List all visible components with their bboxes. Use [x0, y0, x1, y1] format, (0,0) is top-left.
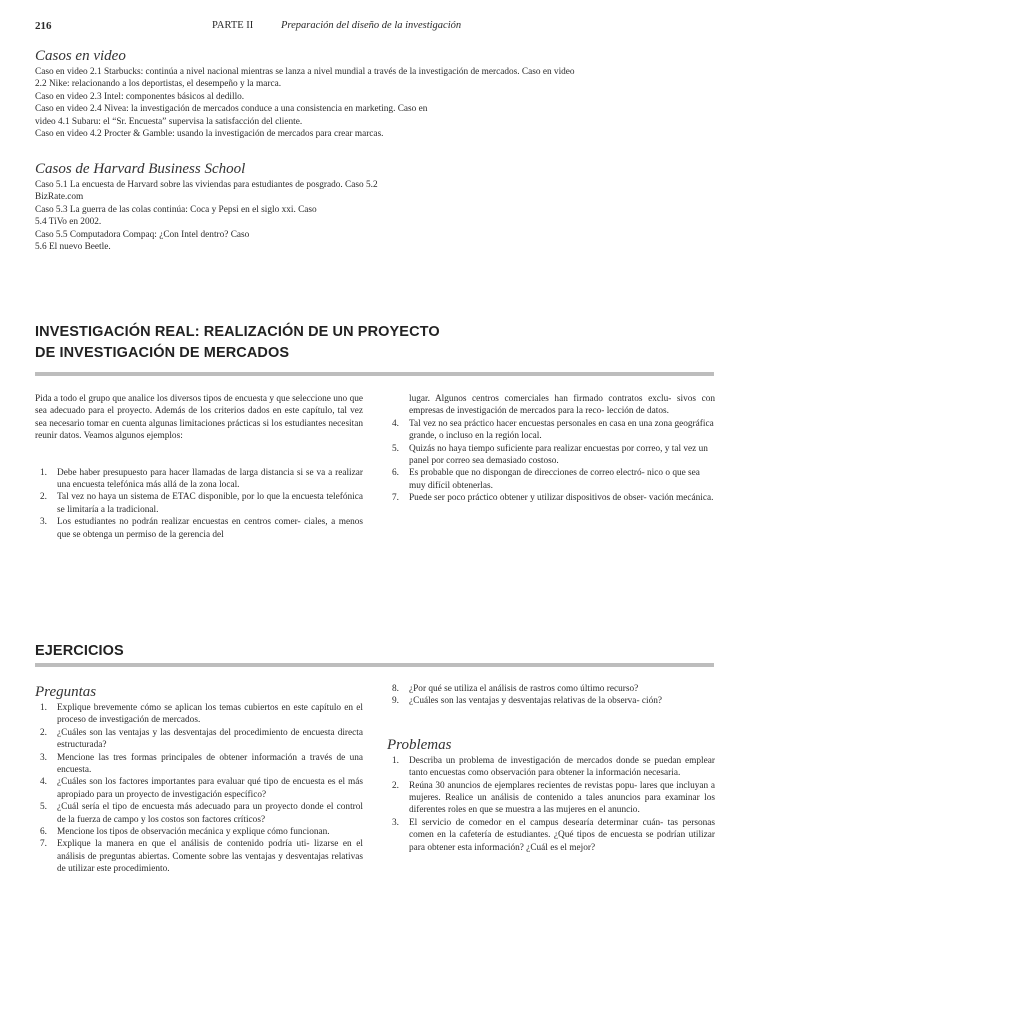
item-number: 6. [392, 468, 399, 479]
item-text: ¿Cuál sería el tipo de encuesta más adecuado para un proyecto donde el control de la fuerza de campo y los costos son factores críticos? [57, 802, 363, 825]
video-cases-heading: Casos en video [35, 48, 126, 64]
list-item [35, 467, 363, 492]
problem-item [387, 780, 715, 817]
harvard-case-line: 5.6 El nuevo Beetle. [35, 242, 111, 253]
item-number: 3. [40, 752, 47, 763]
item-text: Mencione las tres formas principales de obtener información a través de una encuesta. [57, 752, 363, 776]
item-text: Tal vez no sea práctico hacer encuestas personales en casa en una zona geográfica grande, o incluso en la región local. [409, 418, 714, 442]
item-text: Debe haber presupuesto para hacer llamadas de larga distancia si se va a realizar una encuesta telefónica más allá de la zona local. [57, 467, 363, 491]
item-text: El servicio de comedor en el campus desearía determinar cuán- tas personas comen en la cafetería de estudiantes. ¿Qué tipos de encuesta se podrían utilizar para obtener esta información? ¿Cuál es el mejor? [409, 817, 715, 853]
exercises-title: EJERCICIOS [35, 643, 124, 659]
real-research-intro: Pida a todo el grupo que analice los diversos tipos de encuesta y que seleccione uno que sea adecuado para el proyecto. Además de los criterios dados en este capítulo, tal vez sea necesario tomar en cuenta algunas limitaciones prácticas si los estudiantes necesitan reunir datos. Veamos algunos ejemplos: [35, 394, 363, 442]
list-item [387, 418, 715, 443]
item-number: 9. [392, 696, 399, 707]
question-item [35, 826, 363, 838]
item-text: Los estudiantes no podrán realizar encuestas en centros comer- ciales, a menos que se obtenga un permiso de la gerencia del [57, 517, 363, 540]
question-item [387, 695, 715, 707]
section-divider [35, 663, 714, 667]
question-item [35, 776, 363, 801]
question-item [35, 838, 363, 875]
list-item [35, 491, 363, 516]
harvard-case-line: Caso 5.3 La guerra de las colas continúa: Coca y Pepsi en el siglo xxi. Caso [35, 204, 317, 215]
harvard-case-line: 5.4 TiVo en 2002. [35, 217, 102, 228]
item-number: 6. [40, 827, 47, 838]
real-research-right-column [387, 393, 715, 505]
question-item [35, 727, 363, 752]
real-research-list-left [35, 467, 363, 541]
list-item [35, 516, 363, 541]
questions-heading: Preguntas [35, 684, 97, 700]
item-text: ¿Cuáles son las ventajas y desventajas relativas de la observa- ción? [409, 696, 662, 707]
video-case-line: Caso en video 4.2 Procter & Gamble: usando la investigación de mercados para crear marcas. [35, 129, 384, 140]
section-divider [35, 372, 714, 376]
item-text: Tal vez no haya un sistema de ETAC disponible, por lo que la encuesta telefónica se limitaría a la tradicional. [57, 492, 363, 515]
real-research-heading [35, 322, 715, 364]
item-text: Reúna 30 anuncios de ejemplares recientes de revistas popu- lares que incluyan a mujeres. Realice un análisis de contenido a tales anuncios para examinar los diferentes roles en que se muestra a las mujeres en el anuncio. [409, 780, 715, 816]
item-number: 7. [392, 493, 399, 504]
item-number: 2. [40, 492, 47, 503]
item-number: 7. [40, 839, 47, 850]
list-item [387, 443, 715, 468]
list-item [387, 492, 715, 504]
question-item [35, 801, 363, 826]
video-case-line: Caso en video 2.3 Intel: componentes básicos al dedillo. [35, 91, 245, 102]
problems-heading: Problemas [387, 736, 452, 753]
video-case-line: Caso en video 2.4 Nivea: la investigación de mercados conduce a una consistencia en marketing. Caso en [35, 104, 428, 115]
harvard-case-line: Caso 5.1 La encuesta de Harvard sobre las viviendas para estudiantes de posgrado. Caso 5.2 [35, 180, 378, 190]
chapter-title: Preparación del diseño de la investigación [281, 20, 462, 31]
item-number: 4. [40, 777, 47, 788]
part-label: PARTE II [212, 20, 254, 31]
question-item [387, 683, 715, 695]
real-research-left-column [35, 393, 363, 541]
problem-item [387, 755, 715, 780]
real-research-title-line1: INVESTIGACIÓN REAL: REALIZACIÓN DE UN PROYECTO [35, 324, 440, 340]
questions-list-continued [387, 683, 715, 708]
item-number: 3. [392, 817, 399, 828]
harvard-cases-list [35, 179, 735, 253]
item-text: Describa un problema de investigación de mercados donde se puedan emplear tanto encuestas como observación para obtener la información necesaria. [409, 755, 715, 779]
item-number: 1. [392, 755, 399, 766]
harvard-cases-heading: Casos de Harvard Business School [35, 161, 246, 177]
video-case-line: Caso en video 2.1 Starbucks: continúa a nivel nacional mientras se lanza a nivel mundial a través de la investigación de mercados. Caso en video [35, 67, 575, 77]
item-text: Mencione los tipos de observación mecánica y explique cómo funcionan. [57, 827, 330, 838]
item-text: ¿Cuáles son las ventajas y las desventajas del procedimiento de encuesta directa estructurada? [57, 727, 363, 751]
real-research-title-line2: DE INVESTIGACIÓN DE MERCADOS [35, 345, 290, 361]
harvard-case-line: Caso 5.5 Computadora Compaq: ¿Con Intel dentro? Caso [35, 229, 250, 240]
item-number: 5. [40, 802, 47, 813]
exercises-right-column [387, 683, 715, 854]
item-text: Es probable que no dispongan de direcciones de correo electró- nico o que sea muy difícil obtenerlas. [409, 468, 700, 491]
item-number: 1. [40, 703, 47, 713]
item-text: Puede ser poco práctico obtener y utilizar dispositivos de obser- vación mecánica. [409, 493, 714, 504]
list-continuation: lugar. Algunos centros comerciales han firmado contratos exclu- sivos con empresas de investigación de mercados para la reco- lección de datos. [409, 394, 715, 417]
questions-list [35, 702, 363, 876]
item-text: ¿Cuáles son los factores importantes para evaluar qué tipo de encuesta es el más apropiado para un proyecto de investigación específico? [57, 777, 363, 800]
item-number: 5. [392, 443, 399, 454]
video-case-line: video 4.1 Subaru: el “Sr. Encuesta” supervisa la satisfacción del cliente. [35, 116, 303, 127]
real-research-list-right [387, 418, 715, 505]
harvard-case-line: BizRate.com [35, 192, 84, 203]
video-case-line: 2.2 Nike: relacionando a los deportistas, el desempeño y la marca. [35, 79, 282, 90]
harvard-cases-section [35, 160, 735, 253]
video-cases-list [35, 66, 735, 140]
question-item [35, 752, 363, 777]
list-item [387, 467, 715, 492]
problem-item [387, 817, 715, 854]
item-text: Explique la manera en que el análisis de contenido podría uti- lizarse en el análisis de preguntas abiertas. Comente sobre las ventajas y desventajas relativas de utilizar este procedimiento. [57, 839, 363, 875]
item-number: 2. [40, 727, 47, 738]
question-item [35, 702, 363, 727]
page-number: 216 [35, 20, 52, 32]
video-cases-section [35, 47, 735, 140]
item-text: Explique brevemente cómo se aplican los temas cubiertos en este capítulo en el proceso de investigación de mercados. [57, 703, 363, 726]
exercises-left-column [35, 683, 363, 876]
problems-list [387, 755, 715, 854]
item-text: Quizás no haya tiempo suficiente para realizar encuestas por correo, y tal vez un panel por correo sea demasiado costoso. [409, 443, 708, 467]
running-header [35, 20, 735, 36]
item-number: 3. [40, 517, 47, 528]
item-number: 8. [392, 684, 399, 694]
item-number: 4. [392, 418, 399, 429]
item-number: 1. [40, 467, 47, 478]
item-text: ¿Por qué se utiliza el análisis de rastros como último recurso? [409, 684, 639, 694]
item-number: 2. [392, 780, 399, 791]
